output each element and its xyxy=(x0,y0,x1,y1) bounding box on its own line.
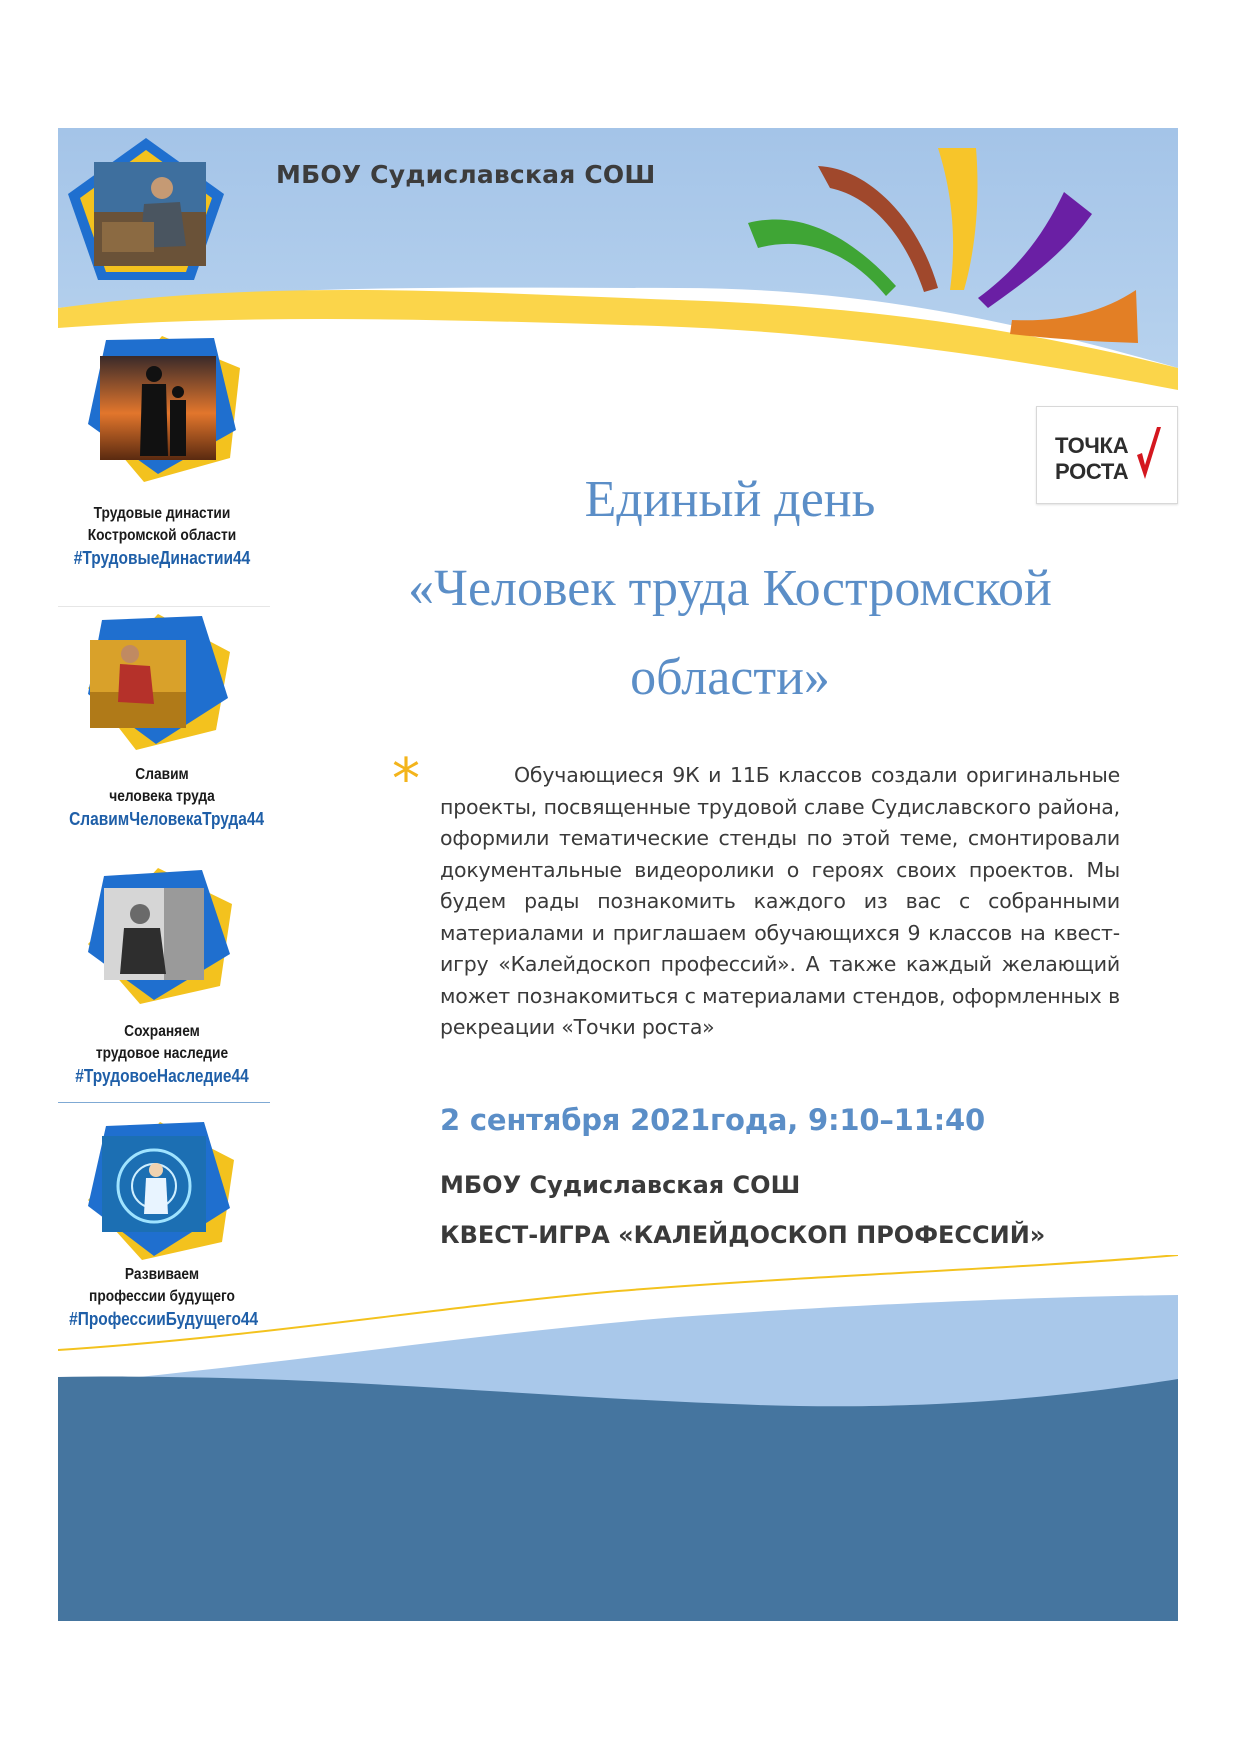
caption-hashtag: #ТрудовоеНаследие44 xyxy=(75,1066,249,1086)
sidebar-badge-heritage xyxy=(84,866,236,1006)
caption-hashtag: #ТрудовыеДинастии44 xyxy=(73,548,251,568)
sidebar-badge-dynasties xyxy=(84,334,244,484)
asterisk-icon: * xyxy=(392,747,420,812)
page-title xyxy=(300,455,1160,722)
caption-line-2: профессии будущего xyxy=(89,1288,235,1305)
sidebar-divider xyxy=(58,1102,270,1103)
title-line-3: области» xyxy=(630,649,830,706)
caption-hashtag: СлавимЧеловекаТруда44 xyxy=(69,809,265,829)
title-line-1: Единый день xyxy=(584,471,876,528)
school-name-header: МБОУ Судиславская СОШ xyxy=(276,160,656,189)
event-venue: МБОУ Судиславская СОШ xyxy=(440,1171,801,1199)
sidebar-caption-heritage xyxy=(69,1021,255,1087)
sidebar-badge-glorify xyxy=(84,612,234,752)
caption-line-1: Развиваем xyxy=(124,1266,200,1283)
field-worker-photo xyxy=(90,640,186,728)
caption-line-2: человека труда xyxy=(109,788,215,805)
caption-line-1: Славим xyxy=(135,766,189,783)
sidebar-caption-dynasties xyxy=(69,503,255,569)
sidebar-divider xyxy=(58,606,270,607)
dynasty-photo xyxy=(100,356,216,460)
future-tech-photo xyxy=(102,1136,206,1232)
header-badge xyxy=(66,136,226,282)
caption-hashtag: #ПрофессииБудущего44 xyxy=(69,1309,259,1329)
sidebar-badge-future xyxy=(84,1120,236,1262)
caption-line-2: Костромской области xyxy=(87,527,237,544)
caption-line-2: трудовое наследие xyxy=(95,1045,229,1062)
footer-waves xyxy=(58,1255,1178,1621)
craftsman-photo xyxy=(104,888,204,980)
body-paragraph: Обучающиеся 9К и 11Б классов создали оригинальные проекты, посвященные трудовой славе Судиславского района, оформили тематические стенды по этой теме, смонтировали документальные видеоролики о героях своих проектов. Мы будем рады познакомить каждого из вас с собранными материалами и приглашаем обучающихся 9 классов на квест-игру «Калейдоскоп профессий». А также каждый желающий может познакомиться с материалами стендов, оформленных в рекреации «Точки роста» xyxy=(440,763,1120,1039)
caption-line-1: Трудовые династии xyxy=(93,505,231,522)
title-line-2: «Человек труда Костромской xyxy=(408,560,1052,617)
caption-line-1: Сохраняем xyxy=(124,1023,200,1040)
logo-line-1: ТОЧКА xyxy=(1055,433,1129,458)
logo-line-2: РОСТА xyxy=(1055,459,1129,484)
event-name: КВЕСТ-ИГРА «КАЛЕЙДОСКОП ПРОФЕССИЙ» xyxy=(440,1221,1046,1249)
event-date: 2 сентября 2021года, 9:10–11:40 xyxy=(440,1103,985,1137)
sidebar-caption-glorify xyxy=(69,764,265,830)
worker-photo xyxy=(94,162,206,266)
